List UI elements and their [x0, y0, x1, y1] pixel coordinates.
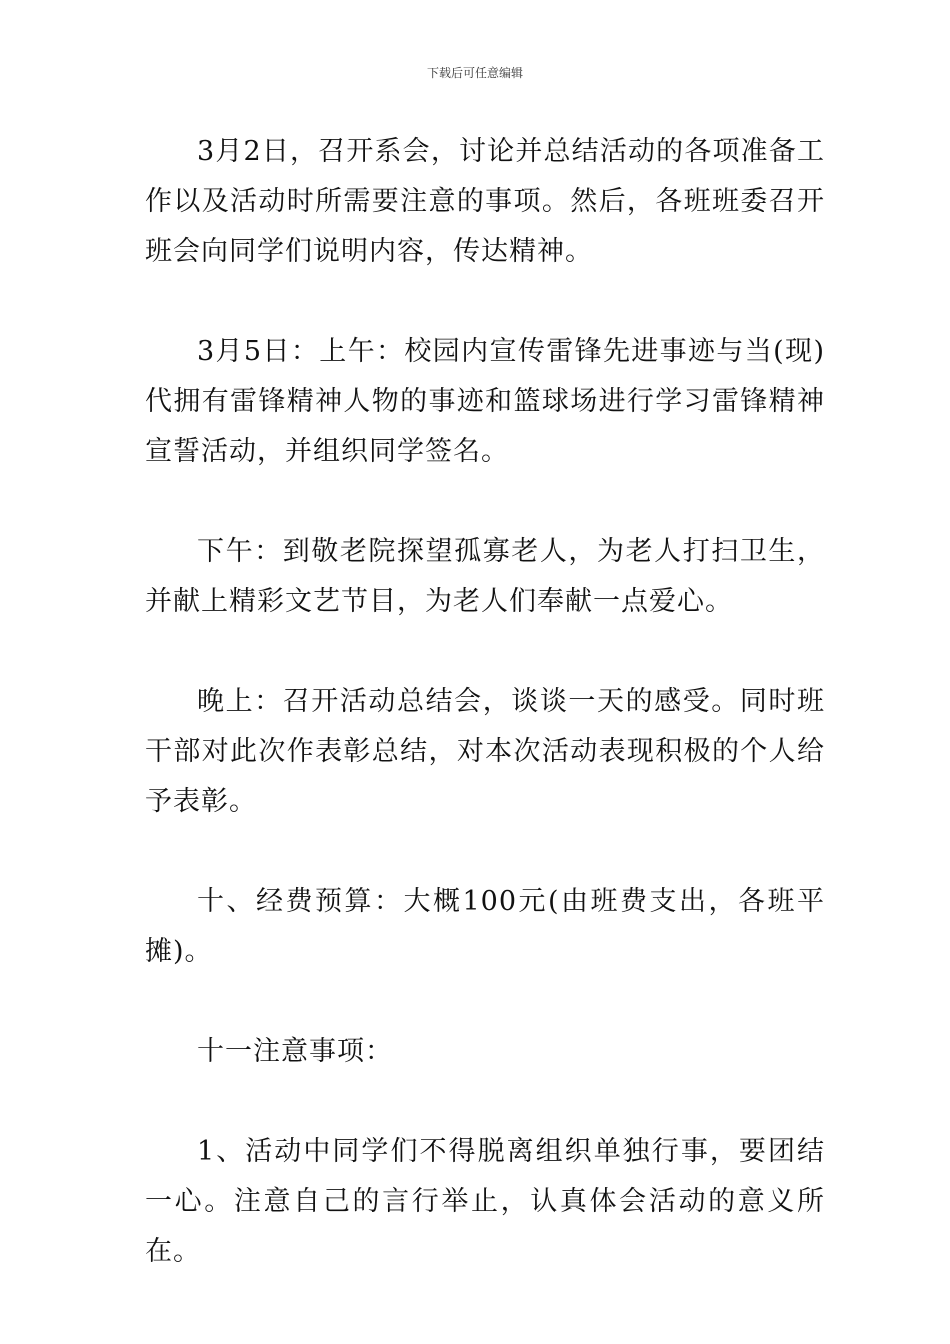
paragraph-march-5-morning: 3月5日：上午：校园内宣传雷锋先进事迹与当(现)代拥有雷锋精神人物的事迹和篮球场进行学习雷锋精神宣誓活动，并组织同学签名。	[145, 336, 825, 467]
paragraph-note-1: 1、活动中同学们不得脱离组织单独行事，要团结一心。注意自己的言行举止，认真体会活动的意义所在。	[145, 1136, 825, 1267]
paragraph-march-2: 3月2日，召开系会，讨论并总结活动的各项准备工作以及活动时所需要注意的事项。然后，各班班委召开班会向同学们说明内容，传达精神。	[145, 136, 825, 267]
paragraph-evening: 晚上：召开活动总结会，谈谈一天的感受。同时班干部对此次作表彰总结，对本次活动表现积极的个人给予表彰。	[145, 686, 825, 817]
paragraph-gap	[145, 627, 825, 677]
paragraph-budget: 十、经费预算：大概100元(由班费支出，各班平摊)。	[145, 886, 825, 967]
paragraph-gap	[145, 277, 825, 327]
document-body	[145, 127, 825, 1277]
paragraph-afternoon: 下午：到敬老院探望孤寡老人，为老人打扫卫生，并献上精彩文艺节目，为老人们奉献一点爱心。	[145, 536, 825, 617]
header-note: 下载后可任意编辑	[426, 66, 523, 80]
paragraph-notes-heading: 十一注意事项：	[197, 1036, 393, 1067]
paragraph-gap	[145, 1077, 825, 1127]
paragraph-gap	[145, 827, 825, 877]
paragraph-gap	[145, 477, 825, 527]
paragraph-gap	[145, 977, 825, 1027]
